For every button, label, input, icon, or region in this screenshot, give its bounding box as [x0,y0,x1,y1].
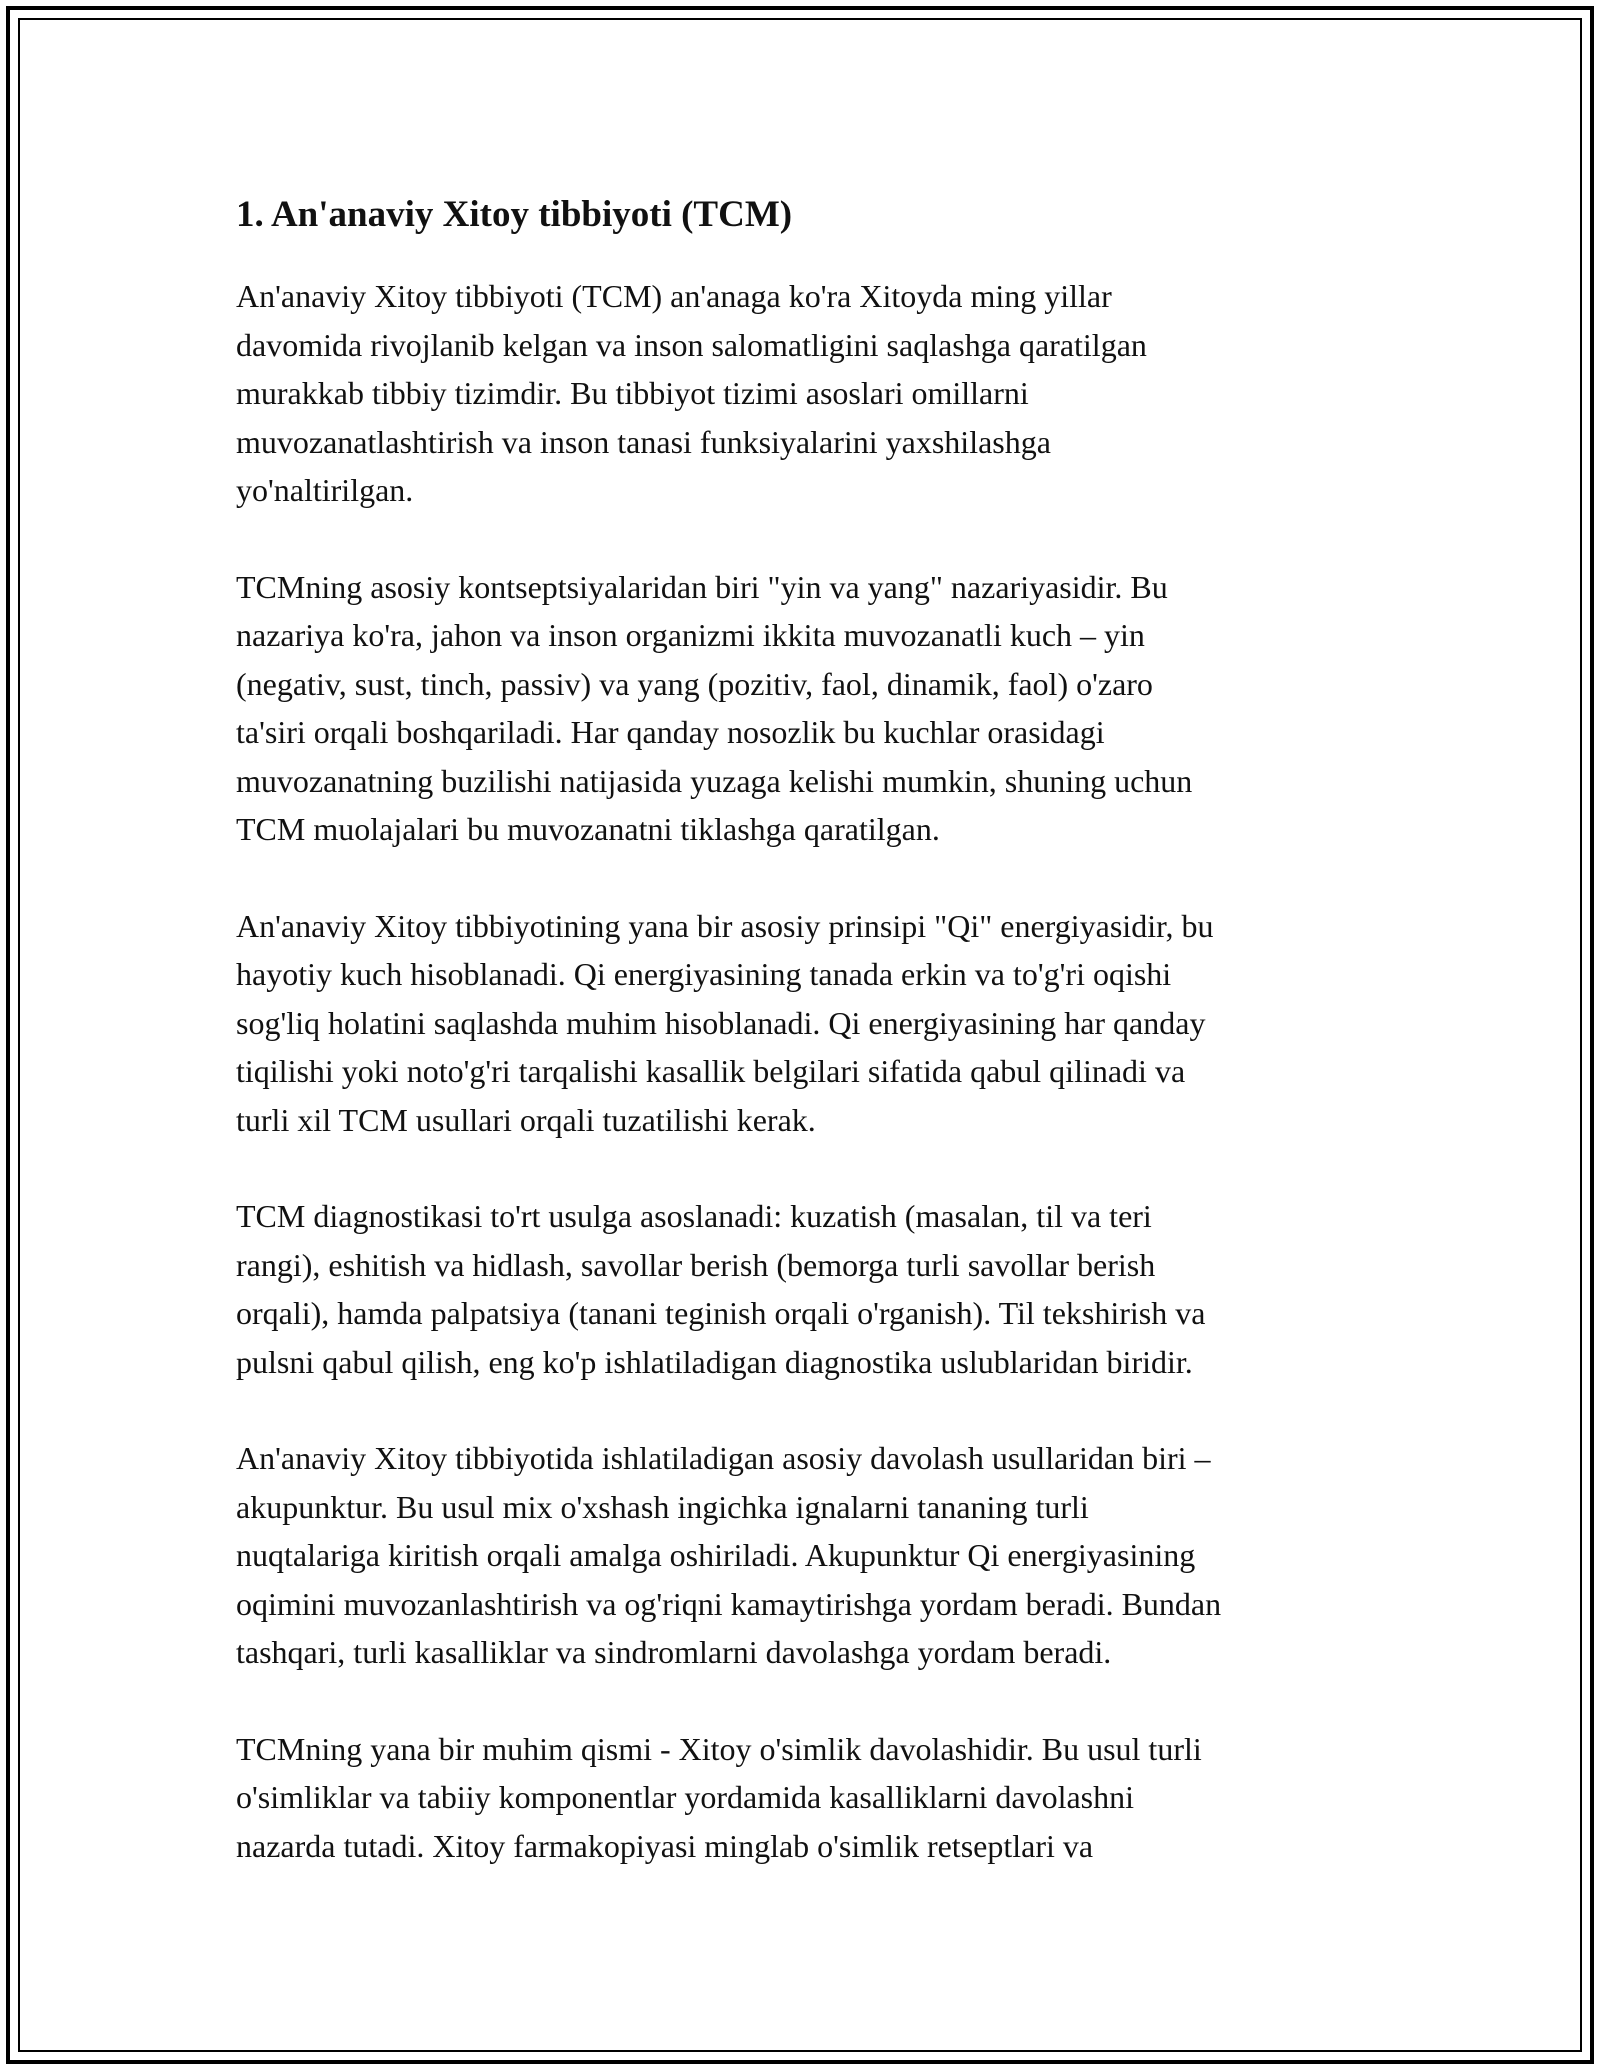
document-body [236,188,1376,1918]
paragraph-diagnostics: TCM diagnostikasi to'rt usulga asoslanadi: kuzatish (masalan, til va teri rangi), eshitish va hidlash, savollar berish (bemorga turli savollar berish orqali), hamda palpatsiya (tanani teginish orqali o'rganish). Til tekshirish va pulsni qabul qilish, eng ko'p ishlatiladigan diagnostika uslublaridan biridir. [236,1198,1206,1380]
paragraph-intro: An'anaviy Xitoy tibbiyoti (TCM) an'anaga ko'ra Xitoyda ming yillar davomida rivojlanib kelgan va inson salomatligini saqlashga qaratilgan murakkab tibbiy tizimdir. Bu tibbiyot tizimi asoslari omillarni muvozanatlashtirish va inson tanasi funksiyalarini yaxshilashga yo'naltirilgan. [236,278,1147,508]
paragraph-yin-yang: TCMning asosiy kontseptsiyalaridan biri "yin va yang" nazariyasidir. Bu nazariya ko'ra, jahon va inson organizmi ikkita muvozanatli kuch – yin (negativ, sust, tinch, passiv) va yang (pozitiv, faol, dinamik, faol) o'zaro ta'siri orqali boshqariladi. Har qanday nosozlik bu kuchlar orasidagi muvozanatning buzilishi natijasida yuzaga kelishi mumkin, shuning uchun TCM muolajalari bu muvozanatni tiklashga qaratilgan. [236,568,1193,847]
paragraph-qi: An'anaviy Xitoy tibbiyotining yana bir asosiy prinsipi "Qi" energiyasidir, bu hayotiy kuch hisoblanadi. Qi energiyasining tanada erkin va to'g'ri oqishi sog'liq holatini saqlashda muhim hisoblanadi. Qi energiyasining har qanday tiqilishi yoki noto'g'ri tarqalishi kasallik belgilari sifatida qabul qilinadi va turli xil TCM usullari orqali tuzatilishi kerak. [236,907,1214,1138]
paragraph-acupuncture: An'anaviy Xitoy tibbiyotida ishlatiladigan asosiy davolash usullaridan biri – akupunktur. Bu usul mix o'xshash ingichka ignalarni tananing turli nuqtalariga kiritish orqali amalga oshiriladi. Akupunktur Qi energiyasining oqimini muvozanlashtirish va og'riqni kamaytirishga yordam beradi. Bundan tashqari, turli kasalliklar va sindromlarni davolashga yordam beradi. [236,1440,1222,1670]
section-heading: 1. An'anaviy Xitoy tibbiyoti (TCM) [236,194,793,235]
paragraph-herbal: TCMning yana bir muhim qismi - Xitoy o'simlik davolashidir. Bu usul turli o'simliklar va tabiiy komponentlar yordamida kasalliklarni davolashni nazarda tutadi. Xitoy farmakopiyasi minglab o'simlik retseptlari va [236,1730,1202,1864]
